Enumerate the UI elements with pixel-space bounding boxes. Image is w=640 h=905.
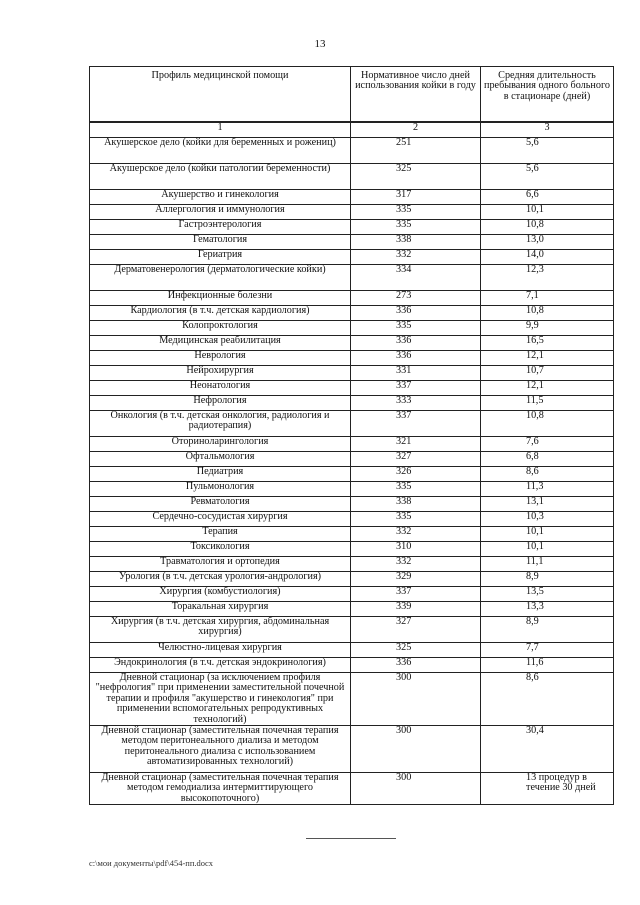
cell-avg-stay: 8,9	[481, 572, 614, 587]
cell-profile: Травматология и ортопедия	[90, 557, 351, 572]
cell-avg-stay: 6,8	[481, 452, 614, 467]
cell-avg-stay: 12,1	[481, 351, 614, 366]
table-row	[90, 726, 614, 773]
column-number: 1	[90, 122, 351, 138]
table-row	[90, 773, 614, 805]
table-row	[90, 452, 614, 467]
cell-avg-stay: 12,3	[481, 265, 614, 291]
cell-bed-days: 332	[351, 527, 481, 542]
header-avg-stay: Средняя длительность пребывания одного больного в стационаре (дней)	[481, 67, 614, 123]
cell-avg-stay: 8,6	[481, 673, 614, 726]
cell-avg-stay: 5,6	[481, 164, 614, 190]
table-row	[90, 512, 614, 527]
cell-avg-stay: 6,6	[481, 190, 614, 205]
cell-profile: Дневной стационар (заместительная почечная терапия методом гемодиализа интермиттирующего высокопоточного)	[90, 773, 351, 805]
cell-bed-days: 337	[351, 381, 481, 396]
cell-profile: Акушерское дело (койки для беременных и рожениц)	[90, 138, 351, 164]
cell-avg-stay: 10,7	[481, 366, 614, 381]
cell-bed-days: 335	[351, 482, 481, 497]
cell-avg-stay: 10,8	[481, 306, 614, 321]
table-row	[90, 411, 614, 437]
cell-profile: Дерматовенерология (дерматологические койки)	[90, 265, 351, 291]
column-number: 2	[351, 122, 481, 138]
cell-avg-stay: 7,6	[481, 437, 614, 452]
table-row	[90, 190, 614, 205]
cell-bed-days: 310	[351, 542, 481, 557]
cell-profile: Дневной стационар (заместительная почечная терапия методом перитонеального диализа и методом перитонеального диализа с использованием автоматизированных технологий)	[90, 726, 351, 773]
cell-bed-days: 326	[351, 467, 481, 482]
table-row	[90, 497, 614, 512]
cell-avg-stay: 14,0	[481, 250, 614, 265]
header-profile: Профиль медицинской помощи	[90, 67, 351, 123]
cell-profile: Офтальмология	[90, 452, 351, 467]
table-row	[90, 291, 614, 306]
cell-bed-days: 339	[351, 602, 481, 617]
cell-avg-stay: 10,8	[481, 411, 614, 437]
table-row	[90, 572, 614, 587]
cell-bed-days: 335	[351, 220, 481, 235]
cell-profile: Торакальная хирургия	[90, 602, 351, 617]
cell-bed-days: 300	[351, 726, 481, 773]
cell-bed-days: 337	[351, 411, 481, 437]
cell-bed-days: 336	[351, 351, 481, 366]
cell-bed-days: 331	[351, 366, 481, 381]
cell-avg-stay: 30,4	[481, 726, 614, 773]
table-row	[90, 602, 614, 617]
cell-bed-days: 273	[351, 291, 481, 306]
cell-profile: Педиатрия	[90, 467, 351, 482]
cell-profile: Дневной стационар (за исключением профиля "нефрология" при применении заместительной почечной терапии и профиля "акушерство и гинекология" при применении вспомогательных репродуктивных технологий)	[90, 673, 351, 726]
cell-bed-days: 325	[351, 164, 481, 190]
cell-profile: Хирургия (комбустиология)	[90, 587, 351, 602]
table-row	[90, 527, 614, 542]
table-row	[90, 164, 614, 190]
column-number-row	[90, 122, 614, 138]
table-row	[90, 336, 614, 351]
table-row	[90, 437, 614, 452]
cell-bed-days: 335	[351, 205, 481, 220]
cell-profile: Гематология	[90, 235, 351, 250]
cell-bed-days: 327	[351, 452, 481, 467]
cell-bed-days: 300	[351, 773, 481, 805]
table-row	[90, 205, 614, 220]
cell-bed-days: 335	[351, 321, 481, 336]
cell-avg-stay: 10,1	[481, 542, 614, 557]
table-row	[90, 306, 614, 321]
cell-avg-stay: 13,5	[481, 587, 614, 602]
cell-profile: Челюстно-лицевая хирургия	[90, 643, 351, 658]
cell-bed-days: 337	[351, 587, 481, 602]
cell-bed-days: 336	[351, 306, 481, 321]
table-row	[90, 265, 614, 291]
cell-avg-stay: 8,6	[481, 467, 614, 482]
table-row	[90, 250, 614, 265]
cell-avg-stay: 13 процедур в течение 30 дней	[481, 773, 614, 805]
table-row	[90, 235, 614, 250]
cell-profile: Ревматология	[90, 497, 351, 512]
cell-avg-stay: 13,1	[481, 497, 614, 512]
cell-avg-stay: 7,1	[481, 291, 614, 306]
cell-profile: Оториноларингология	[90, 437, 351, 452]
cell-profile: Неонатология	[90, 381, 351, 396]
cell-avg-stay: 11,6	[481, 658, 614, 673]
cell-bed-days: 336	[351, 658, 481, 673]
cell-bed-days: 333	[351, 396, 481, 411]
cell-profile: Нейрохирургия	[90, 366, 351, 381]
cell-profile: Инфекционные болезни	[90, 291, 351, 306]
cell-profile: Неврология	[90, 351, 351, 366]
cell-bed-days: 334	[351, 265, 481, 291]
cell-profile: Пульмонология	[90, 482, 351, 497]
cell-bed-days: 332	[351, 250, 481, 265]
cell-profile: Аллергология и иммунология	[90, 205, 351, 220]
page-number: 13	[314, 38, 326, 50]
cell-profile: Сердечно-сосудистая хирургия	[90, 512, 351, 527]
cell-avg-stay: 9,9	[481, 321, 614, 336]
table-row	[90, 587, 614, 602]
table-row	[90, 467, 614, 482]
table-row	[90, 351, 614, 366]
cell-profile: Медицинская реабилитация	[90, 336, 351, 351]
cell-avg-stay: 13,0	[481, 235, 614, 250]
column-number: 3	[481, 122, 614, 138]
file-path: c:\мои документы\pdf\454-пп.docx	[89, 858, 214, 868]
table-row	[90, 658, 614, 673]
cell-profile: Эндокринология (в т.ч. детская эндокринология)	[90, 658, 351, 673]
cell-bed-days: 251	[351, 138, 481, 164]
cell-profile: Гериатрия	[90, 250, 351, 265]
table-header-row	[90, 67, 614, 123]
cell-profile: Онкология (в т.ч. детская онкология, радиология и радиотерапия)	[90, 411, 351, 437]
separator-line	[306, 838, 396, 839]
table-row	[90, 617, 614, 643]
cell-avg-stay: 10,1	[481, 527, 614, 542]
cell-profile: Гастроэнтерология	[90, 220, 351, 235]
cell-avg-stay: 11,3	[481, 482, 614, 497]
table-row	[90, 220, 614, 235]
table-row	[90, 482, 614, 497]
cell-profile: Терапия	[90, 527, 351, 542]
cell-bed-days: 329	[351, 572, 481, 587]
cell-avg-stay: 13,3	[481, 602, 614, 617]
cell-avg-stay: 11,5	[481, 396, 614, 411]
cell-bed-days: 338	[351, 235, 481, 250]
cell-avg-stay: 16,5	[481, 336, 614, 351]
table-row	[90, 396, 614, 411]
table-row	[90, 542, 614, 557]
cell-profile: Акушерское дело (койки патологии беременности)	[90, 164, 351, 190]
cell-bed-days: 336	[351, 336, 481, 351]
cell-avg-stay: 8,9	[481, 617, 614, 643]
cell-bed-days: 332	[351, 557, 481, 572]
cell-bed-days: 317	[351, 190, 481, 205]
table-row	[90, 673, 614, 726]
cell-avg-stay: 11,1	[481, 557, 614, 572]
cell-avg-stay: 7,7	[481, 643, 614, 658]
cell-profile: Кардиология (в т.ч. детская кардиология)	[90, 306, 351, 321]
table-row	[90, 138, 614, 164]
table-row	[90, 557, 614, 572]
cell-avg-stay: 10,1	[481, 205, 614, 220]
table-row	[90, 321, 614, 336]
cell-bed-days: 321	[351, 437, 481, 452]
table-row	[90, 366, 614, 381]
header-bed-days: Нормативное число дней использования койки в году	[351, 67, 481, 123]
cell-avg-stay: 10,8	[481, 220, 614, 235]
cell-avg-stay: 10,3	[481, 512, 614, 527]
norms-table	[89, 66, 614, 805]
cell-profile: Хирургия (в т.ч. детская хирургия, абдоминальная хирургия)	[90, 617, 351, 643]
cell-profile: Акушерство и гинекология	[90, 190, 351, 205]
table-row	[90, 643, 614, 658]
cell-profile: Колопроктология	[90, 321, 351, 336]
cell-profile: Нефрология	[90, 396, 351, 411]
table-row	[90, 381, 614, 396]
cell-bed-days: 338	[351, 497, 481, 512]
cell-bed-days: 325	[351, 643, 481, 658]
cell-bed-days: 327	[351, 617, 481, 643]
cell-avg-stay: 12,1	[481, 381, 614, 396]
cell-profile: Урология (в т.ч. детская урология-андрология)	[90, 572, 351, 587]
cell-bed-days: 335	[351, 512, 481, 527]
cell-avg-stay: 5,6	[481, 138, 614, 164]
cell-bed-days: 300	[351, 673, 481, 726]
cell-profile: Токсикология	[90, 542, 351, 557]
